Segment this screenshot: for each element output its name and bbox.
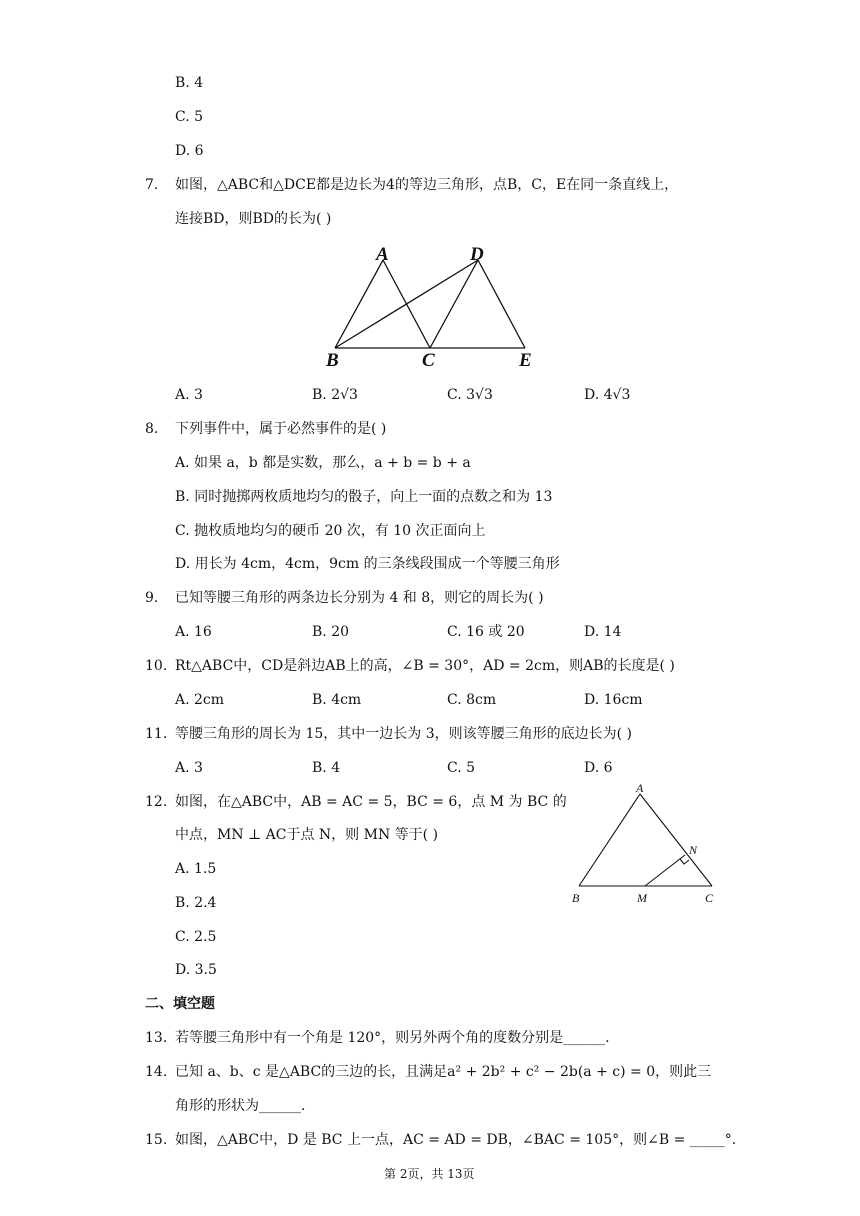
section-heading-fill-in: 二、填空题 <box>145 996 215 1012</box>
q9-option-a: A. 16 <box>175 624 212 640</box>
q12-label-c: C <box>705 891 714 905</box>
q11-option-c: C. 5 <box>447 760 476 776</box>
q10-number: 10. <box>145 658 168 674</box>
q7-line-ba <box>335 260 383 348</box>
q9-number: 9. <box>145 590 159 606</box>
q7-label-a: A <box>376 244 389 265</box>
q7-option-b: B. 2√3 <box>312 387 358 403</box>
q15-number: 15. <box>145 1132 168 1148</box>
q6-option-d: D. 6 <box>175 143 204 159</box>
q7-line-bd <box>335 260 478 348</box>
q10-option-a: A. 2cm <box>175 692 225 708</box>
q12-line-ab <box>579 794 640 886</box>
q12-stem-line2: 中点，MN ⊥ AC于点 N，则 MN 等于( ) <box>175 827 439 843</box>
q7-stem-line1: 如图，△ABC和△DCE都是边长为4的等边三角形，点B，C，E在同一条直线上， <box>175 177 679 193</box>
q10-option-d: D. 16cm <box>584 692 643 708</box>
q12-label-a: A <box>636 781 644 795</box>
q7-option-c: C. 3√3 <box>447 387 493 403</box>
q7-line-de <box>478 260 525 348</box>
q7-label-d: D <box>470 244 484 265</box>
q6-option-b: B. 4 <box>175 75 204 91</box>
q12-number: 12. <box>145 794 168 810</box>
q12-stem-line1: 如图，在△ABC中，AB = AC = 5，BC = 6，点 M 为 BC 的 <box>175 794 567 810</box>
q14-stem-line1: 已知 a、b、c 是△ABC的三边的长，且满足a² + 2b² + c² − 2b(a + c) = 0，则此三 <box>175 1064 712 1080</box>
q12-line-ac <box>640 794 712 886</box>
q14-number: 14. <box>145 1064 168 1080</box>
q9-stem: 已知等腰三角形的两条边长分别为 4 和 8，则它的周长为( ) <box>175 590 544 606</box>
q10-option-b: B. 4cm <box>312 692 362 708</box>
q8-stem: 下列事件中，属于必然事件的是( ) <box>175 421 387 437</box>
q11-option-d: D. 6 <box>584 760 613 776</box>
q7-line-cd <box>430 260 478 348</box>
q8-option-c: C. 抛枚质地均匀的硬币 20 次，有 10 次正面向上 <box>175 523 486 539</box>
q8-option-d: D. 用长为 4cm，4cm，9cm 的三条线段围成一个等腰三角形 <box>175 556 560 572</box>
q11-option-b: B. 4 <box>312 760 341 776</box>
q12-option-c: C. 2.5 <box>175 929 217 945</box>
q9-option-c: C. 16 或 20 <box>447 624 525 640</box>
q12-option-d: D. 3.5 <box>175 962 217 978</box>
q12-right-angle-mark <box>680 859 689 864</box>
q10-stem: Rt△ABC中，CD是斜边AB上的高，∠B = 30°，AD = 2cm，则AB的长度是( ) <box>175 658 675 674</box>
q8-option-a: A. 如果 a，b 都是实数，那么，a + b = b + a <box>175 455 471 471</box>
q7-option-d: D. 4√3 <box>584 387 631 403</box>
q15-stem: 如图，△ABC中，D 是 BC 上一点，AC = AD = DB，∠BAC = 105°，则∠B = _____°. <box>175 1132 737 1148</box>
q12-label-b: B <box>572 891 580 905</box>
q14-stem-line2: 角形的形状为______. <box>175 1098 306 1114</box>
q8-option-b: B. 同时抛掷两枚质地均匀的骰子，向上一面的点数之和为 13 <box>175 489 553 505</box>
q12-option-a: A. 1.5 <box>175 861 217 877</box>
q7-stem-line2: 连接BD，则BD的长为( ) <box>175 211 332 227</box>
q12-label-m: M <box>637 891 647 905</box>
page-footer: 第 2页，共 13页 <box>384 1167 475 1181</box>
q7-label-b: B <box>326 350 339 371</box>
q8-number: 8. <box>145 421 159 437</box>
q6-option-c: C. 5 <box>175 109 204 125</box>
q7-label-c: C <box>422 350 435 371</box>
q11-stem: 等腰三角形的周长为 15，其中一边长为 3，则该等腰三角形的底边长为( ) <box>175 726 632 742</box>
q12-option-b: B. 2.4 <box>175 895 217 911</box>
q9-option-b: B. 20 <box>312 624 350 640</box>
q11-number: 11. <box>145 726 168 742</box>
q9-option-d: D. 14 <box>584 624 622 640</box>
q7-option-a: A. 3 <box>175 387 203 403</box>
q12-label-n: N <box>689 843 698 857</box>
q12-figure-isosceles-triangle <box>565 778 725 910</box>
q13-number: 13. <box>145 1030 168 1046</box>
q7-number: 7. <box>145 177 159 193</box>
q12-line-mn <box>645 855 685 886</box>
q11-option-a: A. 3 <box>175 760 203 776</box>
q10-option-c: C. 8cm <box>447 692 497 708</box>
q13-stem: 若等腰三角形中有一个角是 120°，则另外两个角的度数分别是______. <box>175 1030 610 1046</box>
q7-label-e: E <box>519 350 532 371</box>
q7-figure-equilateral-triangles <box>320 238 545 373</box>
